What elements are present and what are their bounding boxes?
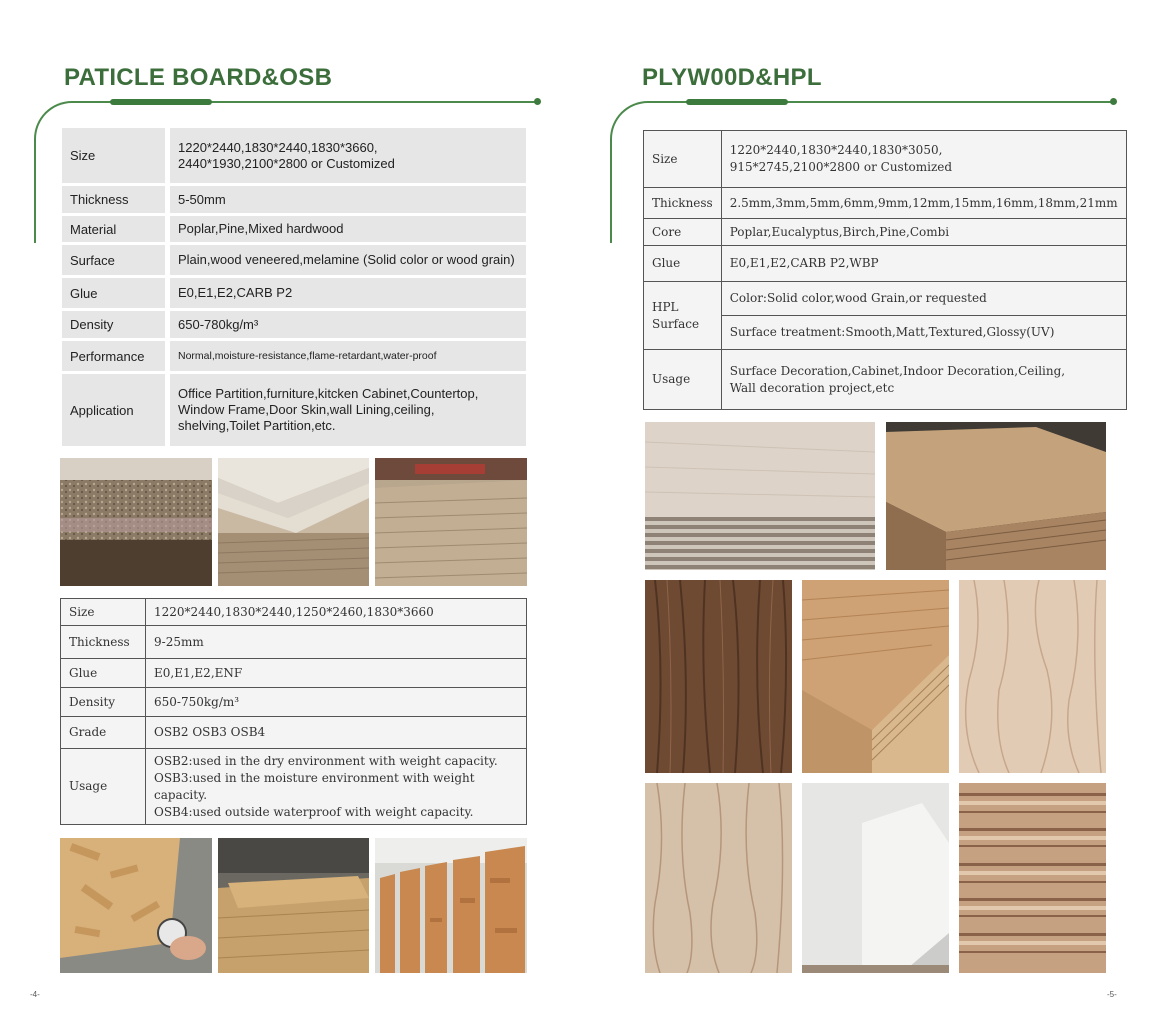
osb-row-size (61, 599, 527, 626)
page-number-left: -4- (30, 990, 40, 999)
spec-label: Density (62, 311, 165, 338)
spec-value: 650-780kg/m³ (170, 311, 526, 338)
osb-row-grade (61, 717, 527, 749)
osb-row-glue (61, 659, 527, 688)
spec-label: Thickness (62, 186, 165, 213)
plywood-edge-layers-photo (959, 783, 1106, 973)
spec-value: Surface treatment:Smooth,Matt,Textured,Glossy(UV) (721, 316, 1126, 350)
spec-label: Usage (644, 350, 722, 410)
spec-label: Glue (61, 659, 146, 688)
spec-row-density (62, 311, 526, 338)
spec-value: Poplar,Pine,Mixed hardwood (170, 216, 526, 242)
spec-value: Plain,wood veneered,melamine (Solid color or wood grain) (170, 245, 526, 275)
plywood-spec-table (643, 130, 1127, 410)
plywood-row-size (644, 131, 1127, 188)
spec-label: Application (62, 374, 165, 446)
spec-value: Office Partition,furniture,kitcken Cabinet,Countertop, Window Frame,Door Skin,wall Lining,ceiling, shelving,Toilet Partition,etc. (170, 374, 526, 446)
plywood-brown-stack-photo (886, 422, 1106, 570)
spec-value: E0,E1,E2,CARB P2,WBP (721, 246, 1126, 282)
spec-label: Glue (62, 278, 165, 308)
spec-value: 650-750kg/m³ (146, 688, 527, 717)
spec-value: 1220*2440,1830*2440,1250*2460,1830*3660 (146, 599, 527, 626)
particle-board-stack-photo (218, 458, 369, 586)
spec-value: 1220*2440,1830*2440,1830*3050, 915*2745,2100*2800 or Customized (721, 131, 1126, 188)
spec-label: Thickness (61, 626, 146, 659)
spec-value: Normal,moisture-resistance,flame-retardant,water-proof (170, 341, 526, 371)
spec-value: 5-50mm (170, 186, 526, 213)
plywood-row-usage (644, 350, 1127, 410)
spec-label: Size (62, 128, 165, 183)
particle-board-pile-photo (375, 458, 527, 586)
spec-row-thickness (62, 186, 526, 213)
spec-label: Size (644, 131, 722, 188)
osb-spec-table (60, 598, 527, 825)
spec-label: Grade (61, 717, 146, 749)
osb-row-thickness (61, 626, 527, 659)
spec-row-glue (62, 278, 526, 308)
spec-label: Density (61, 688, 146, 717)
ash-grain-photo (645, 783, 792, 973)
spec-label: HPL Surface (644, 282, 722, 350)
osb-row-usage (61, 749, 527, 825)
spec-row-size (62, 128, 526, 183)
plywood-light-stack-photo (645, 422, 875, 570)
spec-row-material (62, 216, 526, 242)
particle-board-edge-photo (60, 458, 212, 586)
plywood-row-core (644, 219, 1127, 246)
plywood-row-glue (644, 246, 1127, 282)
spec-value: E0,E1,E2,ENF (146, 659, 527, 688)
page-title-plywood: PLYW00D&HPL (642, 64, 822, 91)
spec-value: OSB2:used in the dry environment with weight capacity. OSB3:used in the moisture environment with weight capacity. OSB4:used outside waterproof with weight capacity. (146, 749, 527, 825)
plywood-row-thickness (644, 188, 1127, 219)
spec-label: Glue (644, 246, 722, 282)
spec-value: OSB2 OSB3 OSB4 (146, 717, 527, 749)
spec-value: Surface Decoration,Cabinet,Indoor Decoration,Ceiling, Wall decoration project,etc (721, 350, 1126, 410)
spec-label: Thickness (644, 188, 722, 219)
osb-row-density (61, 688, 527, 717)
spec-value: 1220*2440,1830*2440,1830*3660, 2440*1930,2100*2800 or Customized (170, 128, 526, 183)
light-oak-grain-photo (959, 580, 1106, 773)
osb-warehouse-photo (218, 838, 369, 973)
spec-value: Poplar,Eucalyptus,Birch,Pine,Combi (721, 219, 1126, 246)
spec-row-surface (62, 245, 526, 275)
osb-vertical-panels-photo (375, 838, 527, 973)
spec-value: Color:Solid color,wood Grain,or requested (721, 282, 1126, 316)
spec-value: 2.5mm,3mm,5mm,6mm,9mm,12mm,15mm,16mm,18mm,21mm (721, 188, 1126, 219)
spec-label: Performance (62, 341, 165, 371)
spec-row-application (62, 374, 526, 446)
spec-value: E0,E1,E2,CARB P2 (170, 278, 526, 308)
spec-label: Usage (61, 749, 146, 825)
spec-label: Material (62, 216, 165, 242)
page-title-particle-board: PATICLE BOARD&OSB (64, 64, 333, 91)
dark-walnut-grain-photo (645, 580, 792, 773)
page-number-right: -5- (1107, 990, 1117, 999)
spec-label: Size (61, 599, 146, 626)
spec-label: Core (644, 219, 722, 246)
osb-thickness-gauge-photo (60, 838, 212, 973)
oak-board-stack-photo (802, 580, 949, 773)
spec-label: Surface (62, 245, 165, 275)
plywood-row-hpl-color (644, 282, 1127, 316)
spec-row-performance (62, 341, 526, 371)
particle-board-spec-table (62, 128, 526, 449)
spec-value: 9-25mm (146, 626, 527, 659)
white-glossy-hpl-photo (802, 783, 949, 973)
